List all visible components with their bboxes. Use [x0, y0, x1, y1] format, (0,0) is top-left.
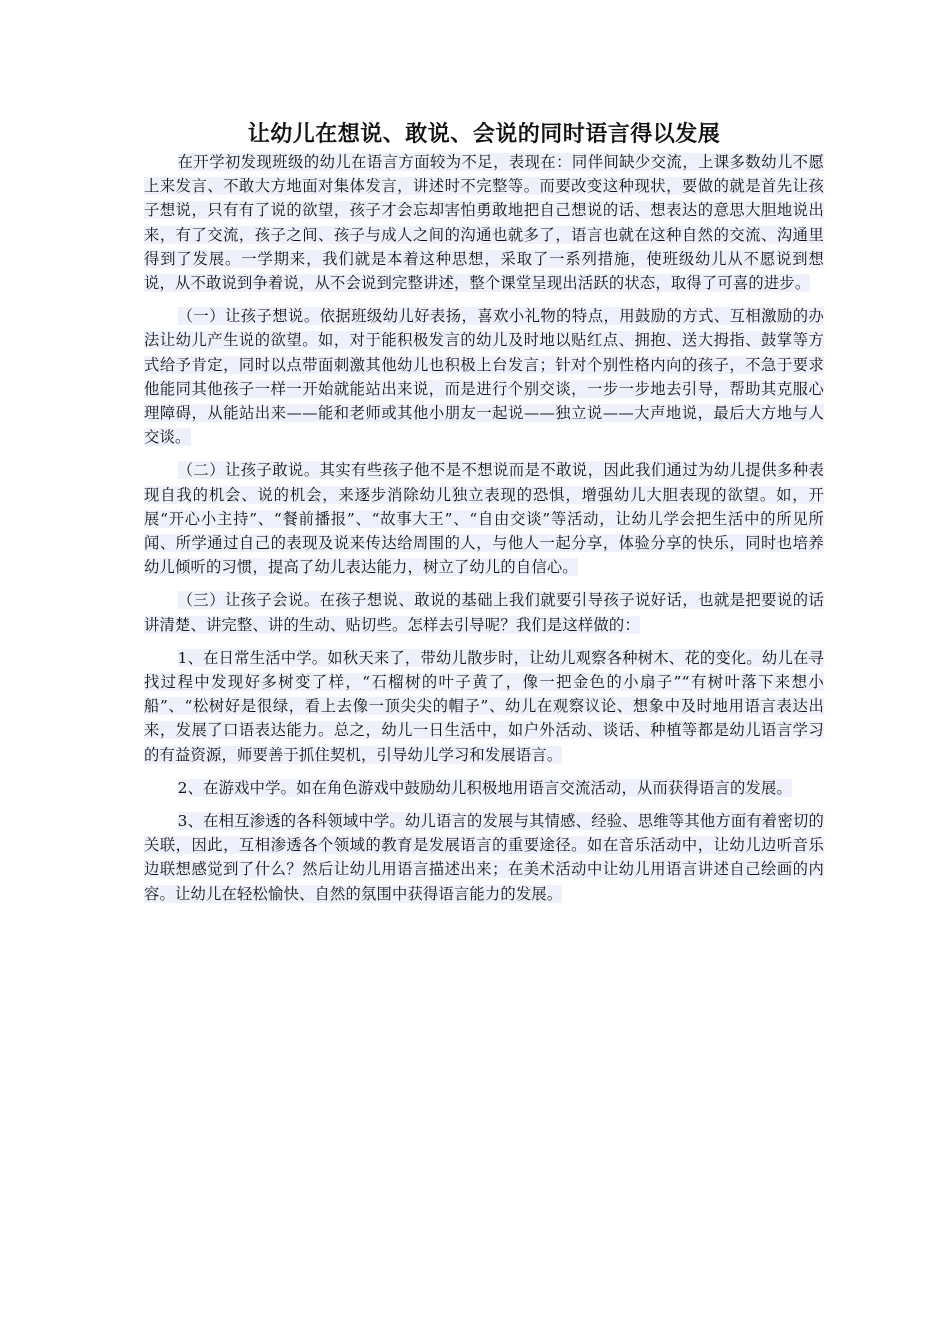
paragraph-text: 1、在日常生活中学。如秋天来了，带幼儿散步时，让幼儿观察各种树木、花的变化。幼儿在寻找过程中发现好多树变了样，“石榴树的叶子黄了，像一把金色的小扇子”“有树叶落下来想小船”、“松树好是很绿，看上去像一顶尖尖的帽子”、幼儿在观察议论、想象中及时地用语言表达出来，发展了口语表达能力。总之，幼儿一日生活中，如户外活动、谈话、种植等都是幼儿语言学习的有益资源，师要善于抓住契机，引导幼儿学习和发展语言。 — [144, 648, 824, 764]
paragraph-text: 3、在相互渗透的各科领域中学。幼儿语言的发展与其情感、经验、思维等其他方面有着密切的关联，因此，互相渗透各个领域的教育是发展语言的重要途径。如在音乐活动中，让幼儿边听音乐边联想感觉到了什么？然后让幼儿用语言描述出来；在美术活动中让幼儿用语言讲述自己绘画的内容。让幼儿在轻松愉快、自然的氛围中获得语言能力的发展。 — [144, 812, 824, 903]
paragraph-text: （一）让孩子想说。依据班级幼儿好表扬，喜欢小礼物的特点，用鼓励的方式、互相激励的办法让幼儿产生说的欲望。如，对于能积极发言的幼儿及时地以贴红点、拥抱、送大拇指、鼓掌等方式给予肯定，同时以点带面刺激其他幼儿也积极上台发言；针对个别性格内向的孩子，不急于要求他能同其他孩子一样一开始就能站出来说，而是进行个别交谈，一步一步地去引导，帮助其克服心理障碍，从能站出来——能和老师或其他小朋友一起说——独立说——大声地说，最后大方地与人交谈。 — [144, 307, 824, 447]
paragraph-intro — [144, 150, 824, 295]
paragraph-text: 2、在游戏中学。如在角色游戏中鼓励幼儿积极地用语言交流活动，从而获得语言的发展。 — [177, 778, 792, 797]
paragraph-daily-life — [144, 646, 824, 767]
document-page — [144, 120, 824, 915]
document-title: 让幼儿在想说、敢说、会说的同时语言得以发展 — [247, 122, 721, 147]
paragraph-dare-to-speak — [144, 458, 824, 579]
paragraph-text: （二）让孩子敢说。其实有些孩子他不是不想说而是不敢说，因此我们通过为幼儿提供多种表现自我的机会、说的机会，来逐步消除幼儿独立表现的恐惧，增强幼儿大胆表现的欲望。如，开展“开心小主持”、“餐前播报”、“故事大王”、“自由交谈”等活动，让幼儿学会把生活中的所见所闻、所学通过自己的表现及说来传达给周围的人，与他人一起分享，体验分享的快乐，同时也培养幼儿倾听的习惯，提高了幼儿表达能力，树立了幼儿的自信心。 — [144, 461, 824, 577]
paragraph-can-speak — [144, 588, 824, 636]
paragraph-text: （三）让孩子会说。在孩子想说、敢说的基础上我们就要引导孩子说好话，也就是把要说的话讲清楚、讲完整、讲的生动、贴切些。怎样去引导呢？我们是这样做的： — [144, 591, 824, 634]
paragraph-want-to-speak — [144, 304, 824, 449]
paragraph-games — [144, 776, 824, 800]
paragraph-cross-domain — [144, 809, 824, 906]
paragraph-text: 在开学初发现班级的幼儿在语言方面较为不足，表现在：同伴间缺少交流，上课多数幼儿不愿上来发言、不敢大方地面对集体发言，讲述时不完整等。而要改变这种现状，要做的就是首先让孩子想说，只有有了说的欲望，孩子才会忘却害怕勇敢地把自己想说的话、想表达的意思大胆地说出来，有了交流，孩子之间、孩子与成人之间的沟通也就多了，语言也就在这种自然的交流、沟通里得到了发展。一学期来，我们就是本着这种思想，采取了一系列措施，使班级幼儿从不愿说到想说，从不敢说到争着说，从不会说到完整讲述，整个课堂呈现出活跃的状态，取得了可喜的进步。 — [144, 153, 824, 293]
